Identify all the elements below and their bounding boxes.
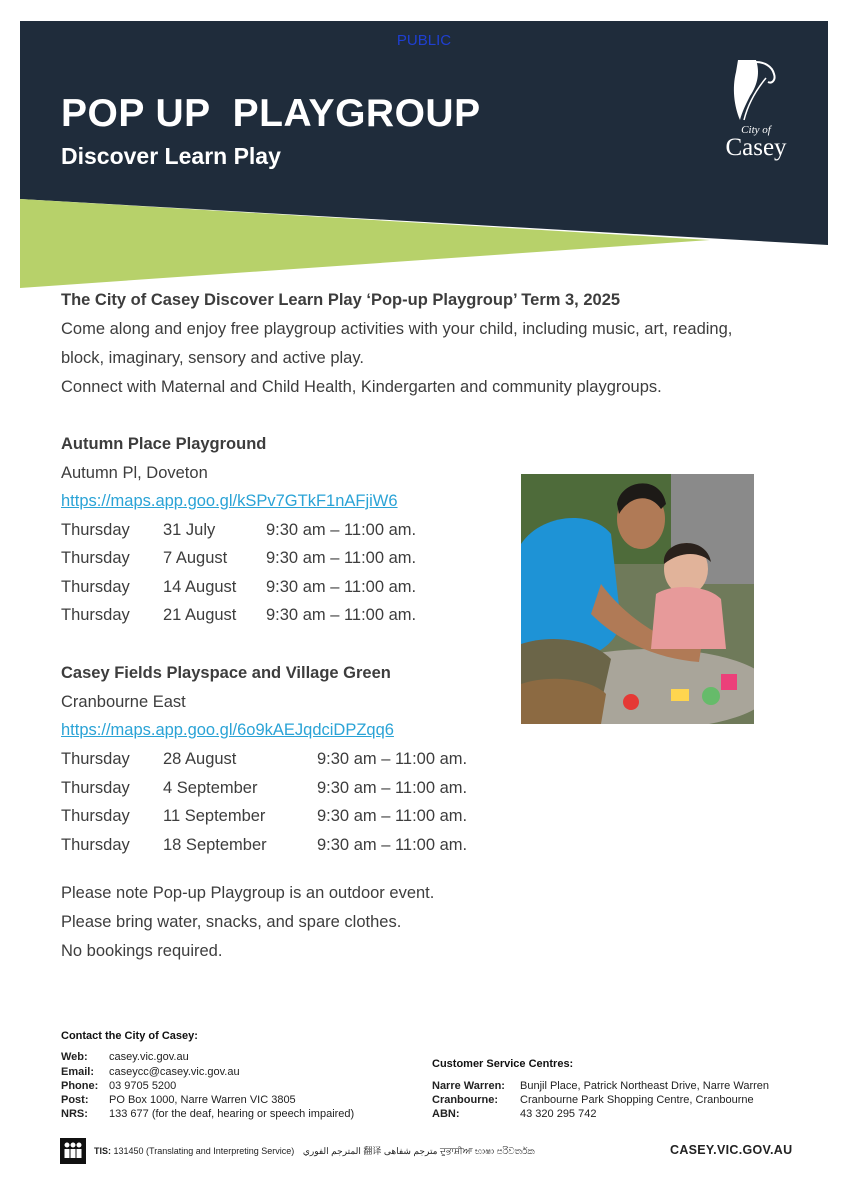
contact-phone: 03 9705 5200 xyxy=(109,1080,177,1092)
contact-nrs: 133 677 (for the deaf, hearing or speech impaired) xyxy=(109,1108,355,1120)
session-time: 9:30 am – 11:00 am. xyxy=(317,807,468,825)
service-centre-value: Cranbourne Park Shopping Centre, Cranbourne xyxy=(520,1094,754,1106)
session-date: 14 August xyxy=(163,578,237,596)
classification-label: PUBLIC xyxy=(396,32,452,49)
logo-city-of: City of xyxy=(741,124,771,136)
note-line: Please note Pop-up Playgroup is an outdoor event. xyxy=(61,884,435,902)
session-time: 9:30 am – 11:00 am. xyxy=(266,521,417,539)
intro-line: Connect with Maternal and Child Health, Kindergarten and community playgroups. xyxy=(61,378,662,396)
venue-name: Autumn Place Playground xyxy=(61,435,267,453)
session-time: 9:30 am – 11:00 am. xyxy=(266,549,417,567)
session-time: 9:30 am – 11:00 am. xyxy=(266,578,417,596)
venue-map-link[interactable]: https://maps.app.goo.gl/6o9kAEJqdciDPZqq6 xyxy=(61,721,394,739)
playgroup-photo xyxy=(521,474,754,724)
leaf-logo-icon xyxy=(730,58,782,122)
contact-label: NRS: xyxy=(61,1108,88,1120)
service-centre-value: Bunjil Place, Patrick Northeast Drive, Narre Warren xyxy=(520,1080,770,1092)
session-time: 9:30 am – 11:00 am. xyxy=(317,836,468,854)
service-centre-value: 43 320 295 742 xyxy=(520,1108,597,1120)
session-day: Thursday xyxy=(61,779,130,797)
contact-email-link[interactable]: caseycc@casey.vic.gov.au xyxy=(109,1066,240,1078)
city-of-casey-logo xyxy=(718,58,794,170)
session-day: Thursday xyxy=(61,606,130,624)
page-subtitle: Discover Learn Play xyxy=(61,143,281,169)
session-date: 18 September xyxy=(163,836,267,854)
session-day: Thursday xyxy=(61,521,130,539)
session-date: 31 July xyxy=(163,521,216,539)
session-time: 9:30 am – 11:00 am. xyxy=(317,750,468,768)
session-time: 9:30 am – 11:00 am. xyxy=(317,779,468,797)
venue-address: Autumn Pl, Doveton xyxy=(61,464,208,482)
note-line: No bookings required. xyxy=(61,942,223,960)
tis-languages: المترجم الفوري 翻译 مترجم شفاهی ਦੁਭਾਸ਼ੀਆ භාෂා පරිවර්තක xyxy=(302,1146,535,1156)
contact-post: PO Box 1000, Narre Warren VIC 3805 xyxy=(109,1094,296,1106)
tis-line xyxy=(94,1144,535,1157)
venue-address: Cranbourne East xyxy=(61,693,186,711)
intro-heading: The City of Casey Discover Learn Play ‘Pop-up Playgroup’ Term 3, 2025 xyxy=(61,291,621,309)
session-date: 11 September xyxy=(163,807,266,825)
tis-number: 131450 (Translating and Interpreting Service) xyxy=(113,1146,295,1156)
intro-line: block, imaginary, sensory and active play. xyxy=(61,349,364,367)
contact-label: Web: xyxy=(61,1051,88,1063)
service-centre-label: Narre Warren: xyxy=(432,1080,505,1092)
session-date: 28 August xyxy=(163,750,237,768)
venue-map-link[interactable]: https://maps.app.goo.gl/kSPv7GTkF1nAFjiW6 xyxy=(61,492,398,510)
logo-casey: Casey xyxy=(725,134,787,161)
service-centre-label: ABN: xyxy=(432,1108,460,1120)
note-line: Please bring water, snacks, and spare clothes. xyxy=(61,913,402,931)
tis-label: TIS: xyxy=(94,1146,111,1156)
venue-name: Casey Fields Playspace and Village Green xyxy=(61,664,391,682)
photo-illustration xyxy=(521,474,754,724)
session-day: Thursday xyxy=(61,578,130,596)
session-day: Thursday xyxy=(61,750,130,768)
contact-label: Email: xyxy=(61,1066,95,1078)
contact-label: Phone: xyxy=(61,1080,99,1092)
session-day: Thursday xyxy=(61,836,130,854)
service-centres-heading: Customer Service Centres: xyxy=(432,1058,574,1070)
page-title: POP UP PLAYGROUP xyxy=(61,92,481,135)
contact-web-link[interactable]: casey.vic.gov.au xyxy=(109,1051,189,1063)
session-day: Thursday xyxy=(61,549,130,567)
session-date: 7 August xyxy=(163,549,228,567)
session-date: 4 September xyxy=(163,779,258,797)
intro-line: Come along and enjoy free playgroup activities with your child, including music, art, reading, xyxy=(61,320,733,338)
session-day: Thursday xyxy=(61,807,130,825)
service-centre-label: Cranbourne: xyxy=(432,1094,498,1106)
contact-heading: Contact the City of Casey: xyxy=(61,1030,198,1042)
session-time: 9:30 am – 11:00 am. xyxy=(266,606,417,624)
session-date: 21 August xyxy=(163,606,237,624)
website-link[interactable]: CASEY.VIC.GOV.AU xyxy=(670,1143,793,1157)
interpreter-icon xyxy=(60,1138,86,1164)
contact-label: Post: xyxy=(61,1094,89,1106)
